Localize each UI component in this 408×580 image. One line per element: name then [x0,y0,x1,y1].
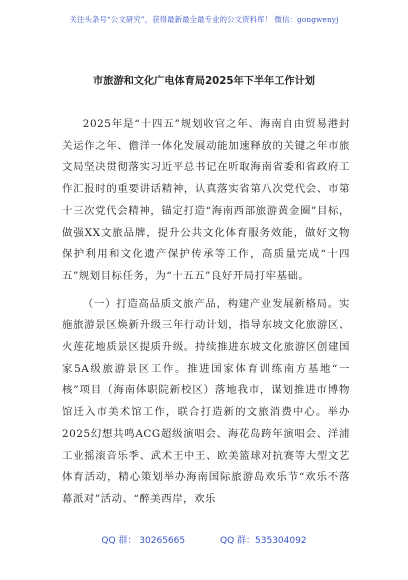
qq-group-2: QQ 群：535304092 [220,536,307,546]
qq-group-1: QQ 群： 30265665 [101,536,186,546]
intro-paragraph: 2025年是“十四五”规划收官之年、海南自由贸易港封关运作之年、儋洋一体化发展动能加速释放的关键之年市旅文局坚决贯彻落实习近平总书记在听取海南省委和省政府工作汇报时的重要讲话精神，认真落实省第八次党代会、市第十三次党代会精神，锚定打造“海南西部旅游黄金圈”目标，做强XX文旅品牌，提升公共文化体育服务效能，做好文物保护利用和文化遗产保护传承等工作，高质量完成“十四五”规划目标任务，为“十五五”良好开局打牢基础。 [62,118,350,282]
contact-footer [0,533,408,546]
document-body [62,114,350,511]
document-title: 市旅游和文化广电体育局2025年下半年工作计划 [93,76,315,87]
section-one-paragraph: （一）打造高品质文旅产品，构建产业发展新格局。实施旅游景区焕新升级三年行动计划，指导东坡文化旅游区、火莲花地质景区提质升级。持续推进东坡文化旅游区创建国家5A级旅游景区工作。推进国家体育训练南方基地“一核”项目（海南体职院新校区）落地我市，谋划推进市博物馆迁入市美术馆工作，联合打造新的文旅消费中心。举办2025幻想共鸣ACG超级演唱会、海花岛跨年演唱会、洋浦工业摇滚音乐季、武术王中王、欧美篮球对抗赛等大型文艺体育活动，精心策划举办海南国际旅游岛欢乐节“欢乐不落幕派对”活动、“醉美西岸，欢乐 [62,297,350,505]
promo-banner: 关注头条号“公文研究”，获得最新最全最专业的公文资料库！ 微信：gongwenyj [69,15,339,24]
